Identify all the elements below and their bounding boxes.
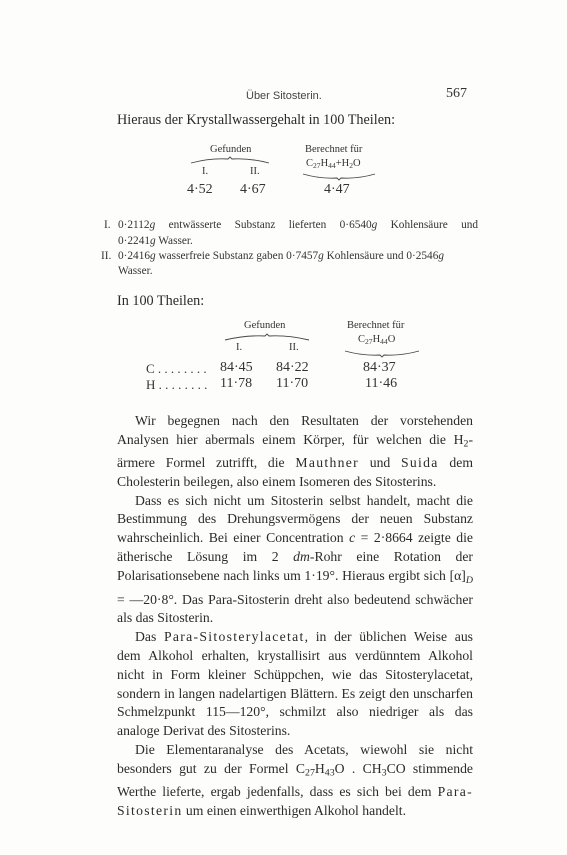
paragraph-2: Dass es sich nicht um Sitosterin selbst handelt, macht die Bestimmung des Drehungsvermögens der neuen Substanz wahrscheinlich. Bei einer Concentration c = 2·8664 zeigte die ätherische Lösung im 2 dm-Rohr eine Rotation der Polarisationsebene nach links um 1·19°. Hieraus ergibt sich $[\alpha]_D$ = —20·8°. Das Para-Sitosterin dreht also bedeutend schwächer als das Sitosterin. [117,492,473,626]
paragraph-1: Wir begegnen nach den Resultaten der vorstehenden Analysen hier abermals einem Körper, für welchen die $H_2$-ärmere Formel zutrifft, die Mauthner und Suida dem Cholesterin beilegen, also einem Isomeren des Sitosterins. [117,413,473,489]
section2-found-brace [224,334,310,339]
section2-calc-brace [344,350,420,355]
row-h-calc: 11·46 [365,376,398,391]
note1-line1: 0·2112g entwässerte Substanz lieferten 0·6540g Kohlensäure und [118,219,479,231]
section2-found-label: Gefunden [244,320,286,331]
note2-line2: Wasser. [118,265,153,277]
section2-title: In 100 Theilen: [117,293,205,309]
section2-calc-label: Berechnet für [347,320,405,331]
section1-val1: 4·52 [187,182,213,197]
row-c-label: C . . . . . . . . [146,361,207,376]
row-c-v1: 84·45 [220,360,253,375]
paragraph-3: Das Para-Sitosterylacetat, in der üblichen Weise aus dem Alkohol erhalten, krystallisirt aus verdünntem Alkohol nicht in Form kleiner Schüppchen, wie das Sitosterylacetat, sondern in langen nadelartigen Blättern. Es zeigt den unscharfen Schmelzpunkt 115—120°, schmilzt also niedriger als das analoge Derivat des Sitosterins. [117,629,473,739]
section1-calc-label: Berechnet für [305,144,363,155]
section1-found-brace [190,157,270,162]
body-text [117,412,473,821]
note2-line1: 0·2416g wasserfreie Substanz gaben 0·7457g Kohlensäure und 0·2546g [118,250,444,262]
section2-col2: II. [289,342,299,353]
row-h-v2: 11·70 [276,376,309,391]
section1-title: Hieraus der Krystallwassergehalt in 100 Theilen: [117,112,396,128]
note2-number: II. [101,250,112,262]
section1-val-calc: 4·47 [324,182,350,197]
note1-number: I. [104,219,111,231]
section1-col2: II. [250,166,260,177]
row-h-label: H . . . . . . . . [146,377,208,392]
running-title: Über Sitosterin. [246,90,322,102]
row-c-calc: 84·37 [363,360,396,375]
section1-val2: 4·67 [240,182,266,197]
row-h-v1: 11·78 [220,376,253,391]
section2-formula: $C_{27}H_{44}O$ [358,334,396,346]
paragraph-4: Die Elementaranalyse des Acetats, wiewohl sie nicht besonders gut zu der Formel $C_{27}H_{43}O$ . $CH_3CO$ stimmende Werthe lieferte, ergab jedenfalls, dass es sich bei dem Para-Sitosterin um einen einwerthigen Alkohol handelt. [117,741,473,818]
note1-line2: 0·2241g Wasser. [118,235,193,247]
section1-found-label: Gefunden [210,144,252,155]
page-number: 567 [446,86,467,101]
section1-formula: $C_{27}H_{44}+H_2O$ [306,158,361,170]
row-c-v2: 84·22 [276,360,309,375]
section1-calc-brace [302,173,376,178]
section1-col1: I. [202,166,209,177]
section2-col1: I. [236,342,243,353]
